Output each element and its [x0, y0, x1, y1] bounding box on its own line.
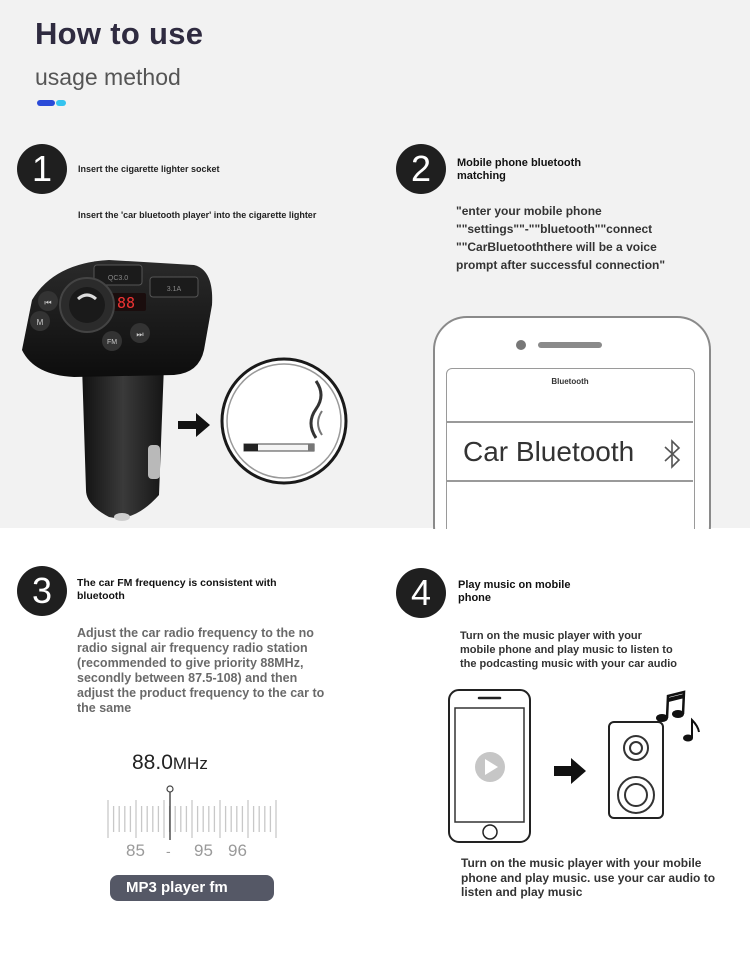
phone-speaker [538, 342, 602, 348]
step-3-heading-line: The car FM frequency is consistent with [77, 577, 277, 589]
step-4-detail-line: Turn on the music player with your [460, 630, 642, 642]
step-3-detail-line: secondly between 87.5-108) and then [77, 671, 298, 685]
arrow-right-icon [554, 758, 586, 784]
step-2-detail [456, 202, 665, 274]
step-4-number: 4 [396, 568, 446, 618]
page-title: How to use [35, 16, 204, 51]
music-playback-illustration [446, 688, 706, 846]
step-4-bottom-line: listen and play music [461, 885, 583, 899]
step-2-heading-line: matching [457, 170, 506, 182]
arrow-right-icon [178, 413, 210, 437]
led-display: 88 [116, 294, 136, 312]
bluetooth-device-name[interactable]: Car Bluetooth [463, 436, 635, 467]
dial-needle-head [167, 786, 173, 792]
step-1-number: 1 [17, 144, 67, 194]
dial-ticks [108, 800, 276, 838]
port-label-qc: QC3.0 [107, 275, 129, 282]
step-2-number: 2 [396, 144, 446, 194]
frequency-readout [132, 751, 208, 775]
step-4-bottom-line: Turn on the music player with your mobile [461, 856, 702, 870]
phone-cutoff-mask [420, 529, 720, 569]
frequency-value: 88.0 [132, 751, 173, 774]
step-3-detail [77, 626, 324, 716]
step-3-detail-line: radio signal air frequency radio station [77, 641, 308, 655]
step-2-detail-line: ""CarBluetooththere will be a voice [456, 240, 657, 254]
svg-text:⏭: ⏭ [136, 330, 144, 339]
frequency-unit: MHz [172, 754, 208, 773]
step-2-detail-line: ""settings""-""bluetooth""connect [456, 222, 653, 236]
step-3-number: 3 [17, 566, 67, 616]
frequency-dial[interactable] [104, 782, 280, 844]
mp3-player-fm-label: MP3 player fm [110, 875, 274, 901]
step-2-detail-line: "enter your mobile phone [456, 204, 602, 218]
button-fm-label: FM [106, 339, 118, 346]
step-2-detail-line: prompt after successful connection" [456, 258, 666, 272]
bluetooth-screen-title: Bluetooth [551, 377, 589, 386]
tick-label-96: 96 [228, 841, 247, 860]
tick-separator: - [166, 843, 171, 859]
accent-bar-blue [37, 100, 55, 106]
step-3-heading [77, 577, 277, 603]
tick-label-85: 85 [126, 841, 145, 860]
phone-camera [516, 340, 526, 350]
step-4-detail-line: the podcasting music with your car audio [460, 658, 677, 670]
accent-bar-cyan [56, 100, 66, 106]
step-4-detail [460, 629, 677, 671]
screen-divider [447, 421, 693, 423]
step-4-heading-line: Play music on mobile [458, 579, 571, 591]
screen-divider [447, 480, 693, 482]
step-4-heading-line: phone [458, 592, 491, 604]
step-3-detail-line: (recommended to give priority 88MHz, [77, 656, 304, 670]
svg-text:⏮: ⏮ [44, 298, 52, 307]
car-charger-illustration [14, 255, 354, 525]
step-3-heading-line: bluetooth [77, 590, 125, 602]
step-4-bottom-line: phone and play music. use your car audio to [461, 870, 716, 885]
step-3-detail-line: Adjust the car radio frequency to the no [77, 626, 314, 640]
step-2-heading [457, 157, 581, 183]
step-4-detail-line: mobile phone and play music to listen to [460, 644, 673, 656]
step-1-heading: Insert the cigarette lighter socket [78, 164, 220, 174]
step-4-heading [458, 579, 570, 605]
port-label-31a: 3.1A [166, 286, 182, 293]
step-3-detail-line: the same [77, 701, 132, 715]
step-2-heading-line: Mobile phone bluetooth [457, 157, 582, 169]
step-3-detail-line: adjust the product frequency to the car to [77, 686, 325, 700]
bluetooth-icon [661, 439, 685, 469]
step-4-bottom-text [461, 856, 715, 900]
tick-label-95: 95 [194, 841, 213, 860]
button-m-label: M [36, 318, 44, 327]
usb-port-2 [150, 277, 198, 297]
page-subtitle: usage method [35, 64, 181, 90]
step-1-detail: Insert the 'car bluetooth player' into the cigarette lighter [78, 210, 317, 220]
